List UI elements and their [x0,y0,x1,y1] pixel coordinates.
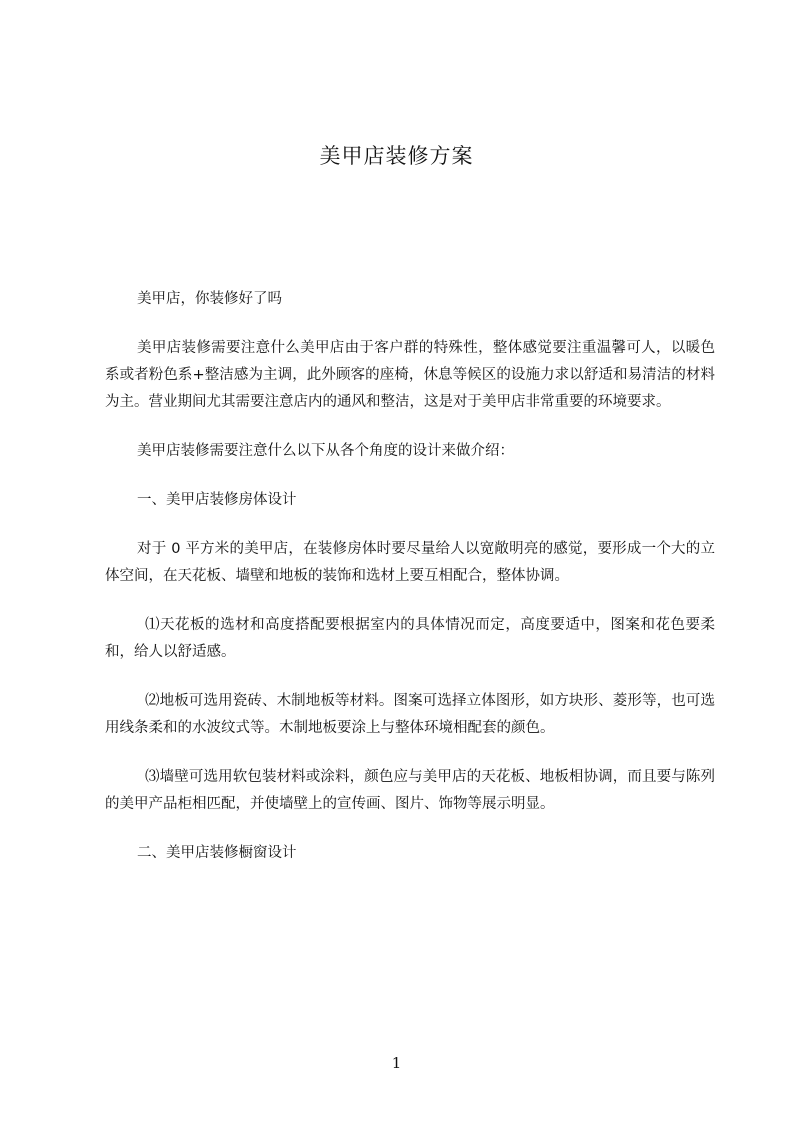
paragraph-ceiling: ⑴天花板的选材和高度搭配要根据室内的具体情况而定，高度要适中，图案和花色要柔和，给人以舒适感。 [105,617,715,660]
paragraph-intro: 美甲店，你装修好了吗 [137,291,282,307]
document-body [105,286,715,889]
paragraph-wall: ⑶墙壁可选用软包装材料或涂料，颜色应与美甲店的天花板、地板相协调，而且要与陈列的美甲产品柜相匹配，并使墙壁上的宣传画、图片、饰物等展示明显。 [105,769,715,812]
page-number: 1 [391,1054,402,1072]
paragraph-floor: ⑵地板可选用瓷砖、木制地板等材料。图案可选择立体图形，如方块形、菱形等，也可选用线条柔和的水波纹式等。木制地板要涂上与整体环境相配套的颜色。 [105,693,715,736]
paragraph-lead: 美甲店装修需要注意什么以下从各个角度的设计来做介绍： [137,443,514,459]
section-heading-1: 一、美甲店装修房体设计 [137,492,297,508]
paragraph-space: 对于 0 平方米的美甲店，在装修房体时要尽量给人以宽敞明亮的感觉，要形成一个大的立体空间，在天花板、墙壁和地板的装饰和选材上要互相配合，整体协调。 [105,541,715,584]
section-heading-2: 二、美甲店装修橱窗设计 [137,845,297,861]
paragraph-overview: 美甲店装修需要注意什么美甲店由于客户群的特殊性，整体感觉要注重温馨可人，以暖色系或者粉色系+整洁感为主调，此外顾客的座椅，休息等候区的设施力求以舒适和易清洁的材料为主。营业期间尤其需要注意店内的通风和整洁，这是对于美甲店非常重要的环境要求。 [105,340,715,410]
document-title: 美甲店装修方案 [319,144,474,168]
